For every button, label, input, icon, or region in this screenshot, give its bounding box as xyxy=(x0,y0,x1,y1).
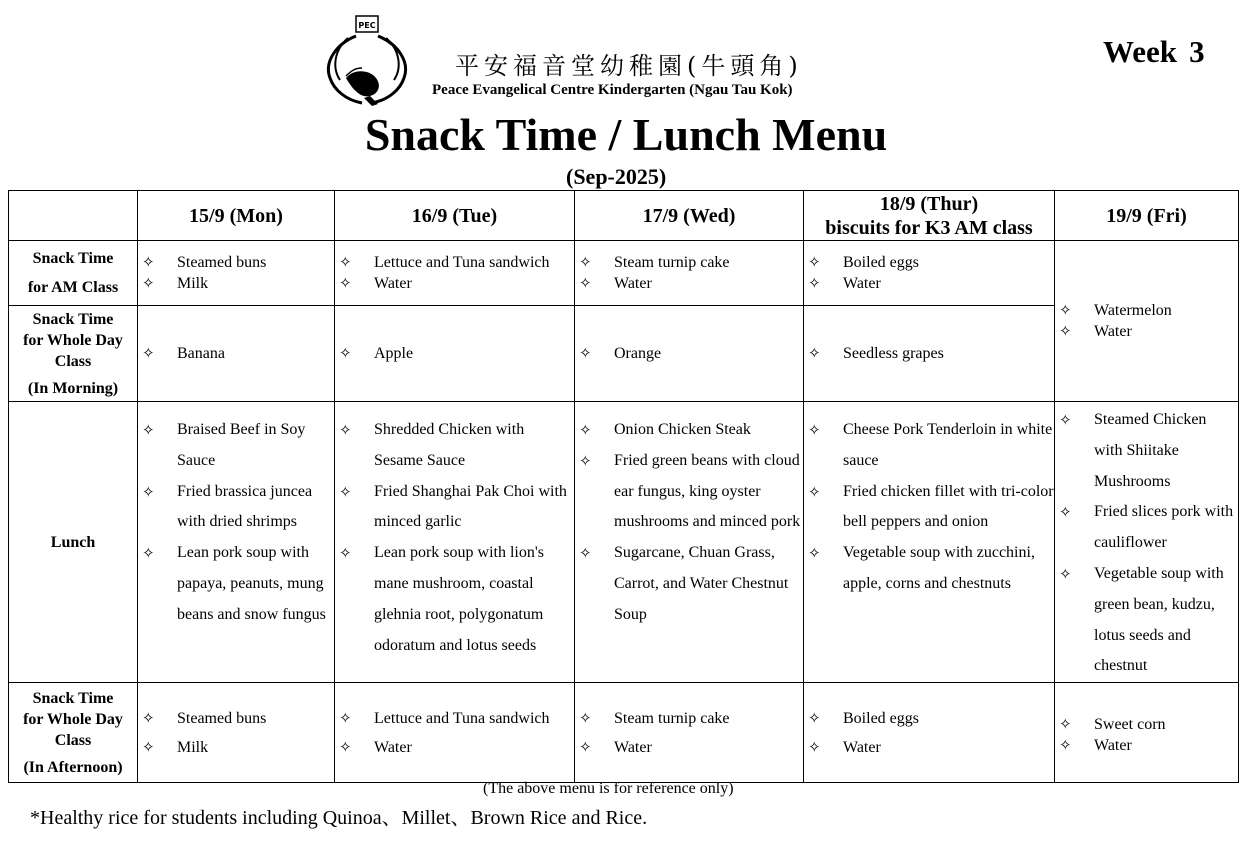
menu-item: ✧ Water xyxy=(339,737,574,758)
menu-item: ✧ Steamed Chicken with Shiitake Mushrooms xyxy=(1059,405,1238,497)
menu-item: ✧ Onion Chicken Steak xyxy=(579,415,803,446)
am-snack-row xyxy=(9,241,1239,306)
menu-table xyxy=(8,190,1239,783)
day-date: 19/9 (Fri) xyxy=(1106,204,1187,227)
menu-cell xyxy=(575,402,804,683)
day-date: 16/9 (Tue) xyxy=(411,204,498,227)
page-subtitle: (Sep-2025) xyxy=(566,164,667,189)
menu-item: ✧ Lean pork soup with papaya, peanuts, mung beans and snow fungus xyxy=(142,538,334,630)
menu-cell xyxy=(804,402,1055,683)
menu-cell xyxy=(575,306,804,402)
menu-item: ✧ Water xyxy=(808,273,1054,294)
menu-item: ✧ Water xyxy=(339,273,574,294)
row-label-lunch: Lunch xyxy=(9,402,138,683)
menu-cell xyxy=(575,683,804,783)
header-row xyxy=(9,191,1239,241)
menu-cell-friday-morning xyxy=(1055,241,1239,402)
school-logo xyxy=(312,14,422,114)
menu-cell xyxy=(804,683,1055,783)
footer-note: *Healthy rice for students including Quinoa、Millet、Brown Rice and Rice. xyxy=(30,807,648,829)
menu-item: ✧ Sugarcane, Chuan Grass, Carrot, and Water Chestnut Soup xyxy=(579,538,803,630)
menu-item: ✧ Steam turnip cake xyxy=(579,252,803,273)
menu-item: ✧ Watermelon xyxy=(1059,300,1238,321)
row-label-am-snack: Snack Time for AM Class xyxy=(9,241,138,306)
menu-cell xyxy=(804,241,1055,306)
day-header-thu xyxy=(804,191,1055,241)
page-title: Snack Time / Lunch Menu xyxy=(364,109,888,160)
menu-item: ✧ Water xyxy=(579,273,803,294)
menu-cell xyxy=(1055,683,1239,783)
menu-cell xyxy=(335,241,575,306)
day-note: biscuits for K3 AM class xyxy=(825,216,1033,239)
whole-day-afternoon-row xyxy=(9,683,1239,783)
menu-item: ✧ Seedless grapes xyxy=(808,343,1054,364)
menu-item: ✧ Water xyxy=(579,737,803,758)
menu-item: ✧ Orange xyxy=(579,343,803,364)
school-name-en: Peace Evangelical Centre Kindergarten (Ngau Tau Kok) xyxy=(432,82,793,98)
menu-cell xyxy=(335,306,575,402)
menu-cell xyxy=(138,683,335,783)
menu-item: ✧ Steam turnip cake xyxy=(579,708,803,729)
menu-item: ✧ Fried brassica juncea with dried shrimps xyxy=(142,477,334,539)
corner-cell xyxy=(9,191,138,241)
week-number: 3 xyxy=(1189,34,1205,69)
menu-item: ✧ Fried slices pork with cauliflower xyxy=(1059,497,1238,559)
menu-item: ✧ Milk xyxy=(142,273,334,294)
menu-item: ✧ Banana xyxy=(142,343,334,364)
menu-cell xyxy=(138,402,335,683)
row-label-whole-day-afternoon: Snack Time for Whole Day Class (In Afternoon) xyxy=(9,683,138,783)
menu-item: ✧ Water xyxy=(1059,321,1238,342)
menu-item: ✧ Steamed buns xyxy=(142,252,334,273)
day-date: 18/9 (Thur) xyxy=(879,192,979,215)
week-label: Week xyxy=(1103,34,1178,69)
menu-item: ✧ Vegetable soup with zucchini, apple, corns and chestnuts xyxy=(808,538,1054,600)
day-header-mon xyxy=(138,191,335,241)
menu-item: ✧ Boiled eggs xyxy=(808,708,1054,729)
menu-item: ✧ Sweet corn xyxy=(1059,714,1238,735)
menu-cell xyxy=(335,683,575,783)
menu-item: ✧ Water xyxy=(1059,735,1238,756)
menu-item: ✧ Vegetable soup with green bean, kudzu, lotus seeds and chestnut xyxy=(1059,559,1238,682)
lunch-row xyxy=(9,402,1239,683)
menu-item: ✧ Braised Beef in Soy Sauce xyxy=(142,415,334,477)
menu-item: ✧ Lettuce and Tuna sandwich xyxy=(339,252,574,273)
menu-item: ✧ Shredded Chicken with Sesame Sauce xyxy=(339,415,574,477)
menu-item: ✧ Fried green beans with cloud ear fungus, king oyster mushrooms and minced pork xyxy=(579,446,803,538)
day-header-wed xyxy=(575,191,804,241)
reference-note: (The above menu is for reference only) xyxy=(483,780,734,797)
day-header-tue xyxy=(335,191,575,241)
day-header-fri xyxy=(1055,191,1239,241)
menu-cell xyxy=(335,402,575,683)
menu-item: ✧ Cheese Pork Tenderloin in white sauce xyxy=(808,415,1054,477)
week-indicator xyxy=(1103,34,1205,70)
row-label-whole-day-morning: Snack Time for Whole Day Class (In Morning) xyxy=(9,306,138,402)
svg-text:PEC: PEC xyxy=(358,21,376,30)
menu-item: ✧ Water xyxy=(808,737,1054,758)
whole-day-morning-row xyxy=(9,306,1239,402)
menu-item: ✧ Lean pork soup with lion's mane mushroom, coastal glehnia root, polygonatum odoratum and lotus seeds xyxy=(339,538,574,661)
menu-cell xyxy=(575,241,804,306)
day-date: 15/9 (Mon) xyxy=(189,204,283,227)
menu-item: ✧ Milk xyxy=(142,737,334,758)
menu-cell xyxy=(138,241,335,306)
menu-item: ✧ Steamed buns xyxy=(142,708,334,729)
menu-item: ✧ Fried chicken fillet with tri-color bell peppers and onion xyxy=(808,477,1054,539)
menu-item: ✧ Boiled eggs xyxy=(808,252,1054,273)
school-name-zh: 平安福音堂幼稚園(牛頭角) xyxy=(455,52,803,80)
menu-cell xyxy=(804,306,1055,402)
dove-logo-icon xyxy=(312,14,422,114)
menu-cell xyxy=(138,306,335,402)
menu-item: ✧ Apple xyxy=(339,343,574,364)
day-date: 17/9 (Wed) xyxy=(642,204,736,227)
menu-cell xyxy=(1055,402,1239,683)
menu-item: ✧ Lettuce and Tuna sandwich xyxy=(339,708,574,729)
menu-item: ✧ Fried Shanghai Pak Choi with minced garlic xyxy=(339,477,574,539)
